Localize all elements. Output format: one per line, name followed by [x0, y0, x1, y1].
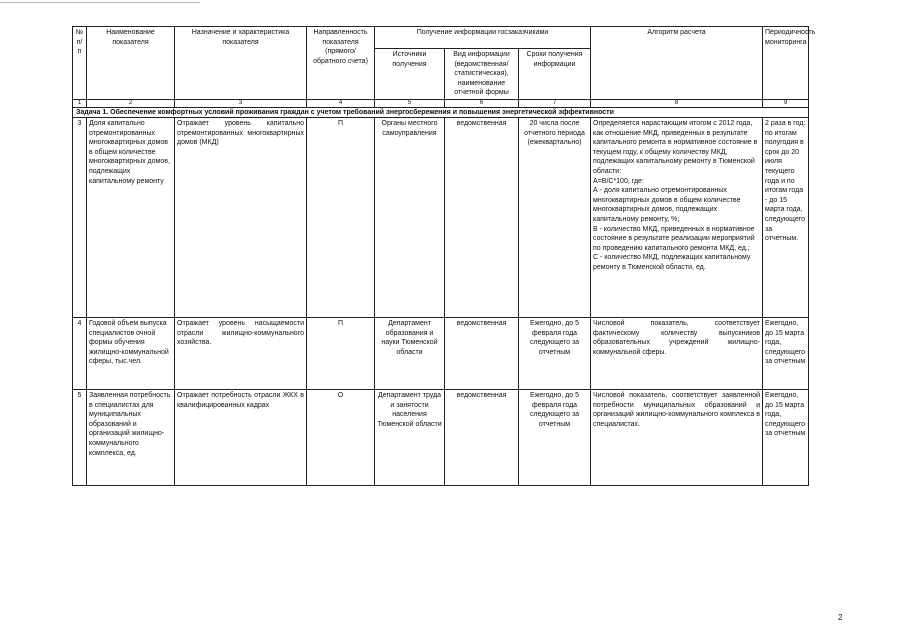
row-name: Доля капитально отремонтированных многоквартирных домов в общем количестве многоквартирных домов, подлежащих капитальному ремонту	[87, 117, 175, 317]
row-num: 5	[73, 389, 87, 485]
header-row-1	[73, 27, 809, 49]
column-number: 1	[73, 99, 87, 107]
row-purpose: Отражает потребность отрасли ЖКХ в квалифицированных кадрах	[175, 389, 307, 485]
column-number: 4	[307, 99, 375, 107]
column-number: 7	[519, 99, 591, 107]
column-number: 9	[763, 99, 809, 107]
row-algorithm: Числовой показатель, соответствует заявленной потребности муниципальных образований и организаций жилищно-коммунального комплекса в специалистах.	[591, 389, 763, 485]
row-name: Заявленная потребность в специалистах для муниципальных образований и организаций жилищно-коммунального комплекса, ед.	[87, 389, 175, 485]
header-deadlines: Сроки получения информации	[519, 49, 591, 100]
row-info-type: ведомственная	[445, 389, 519, 485]
header-algorithm: Алгоритм расчета	[591, 27, 763, 100]
row-name: Годовой объем выпуска специалистов очной формы обучения жилищно-коммунальной сферы, тыс.чел.	[87, 317, 175, 389]
header-direction: Направленность показателя (прямого/ обратного счета)	[307, 27, 375, 100]
row-direction: О	[307, 389, 375, 485]
row-source: Департамент образования и науки Тюменской области	[375, 317, 445, 389]
scan-top-line	[0, 2, 200, 3]
header-periodicity: Периодичность мониторинга	[763, 27, 809, 100]
row-periodicity: Ежегодно, до 15 марта года, следующего за отчетным	[763, 317, 809, 389]
header-purpose: Назначение и характеристика показателя	[175, 27, 307, 100]
page-number: 2	[838, 613, 843, 622]
row-deadline: 20 числа после отчетного периода (ежеквартально)	[519, 117, 591, 317]
task-title: Задача 1. Обеспечение комфортных условий проживания граждан с учетом требований энергосбережения и повышения энергетической эффективности	[73, 107, 809, 117]
header-num: № п/п	[73, 27, 87, 100]
row-periodicity: 2 раза в год: по итогам полугодия в срок до 20 июля текущего года и по итогам года - до 15 марта года, следующего за отчетным.	[763, 117, 809, 317]
row-deadline: Ежегодно, до 5 февраля года следующего за отчетным	[519, 317, 591, 389]
row-source: Департамент труда и занятости населения Тюменской области	[375, 389, 445, 485]
row-num: 3	[73, 117, 87, 317]
column-number: 5	[375, 99, 445, 107]
column-number-row	[73, 99, 809, 107]
row-algorithm: Числовой показатель, соответствует фактическому количеству выпускников образовательных учреждений жилищно-коммунальной сферы.	[591, 317, 763, 389]
row-source: Органы местного самоуправления	[375, 117, 445, 317]
header-info-group: Получение информации госзаказчиками	[375, 27, 591, 49]
table-row	[73, 117, 809, 317]
row-info-type: ведомственная	[445, 117, 519, 317]
row-direction: П	[307, 317, 375, 389]
row-purpose: Отражает уровень насыщаемости отрасли жилищно-коммунального хозяйства.	[175, 317, 307, 389]
column-number: 3	[175, 99, 307, 107]
column-number: 8	[591, 99, 763, 107]
row-periodicity: Ежегодно, до 15 марта года, следующего за отчетным	[763, 389, 809, 485]
task-row	[73, 107, 809, 117]
row-purpose: Отражает уровень капитально отремонтированных многоквартирных домов (МКД)	[175, 117, 307, 317]
row-direction: П	[307, 117, 375, 317]
header-name: Наименование показателя	[87, 27, 175, 100]
indicators-table	[72, 26, 816, 486]
header-info-type: Вид информации (ведомственная/ статистическая), наименование отчетной формы	[445, 49, 519, 100]
header-sources: Источники получения	[375, 49, 445, 100]
row-num: 4	[73, 317, 87, 389]
table-row	[73, 389, 809, 485]
table-row	[73, 317, 809, 389]
column-number: 6	[445, 99, 519, 107]
row-deadline: Ежегодно, до 5 февраля года следующего за отчетным	[519, 389, 591, 485]
column-number: 2	[87, 99, 175, 107]
row-algorithm: Определяется нарастающим итогом с 2012 года, как отношение МКД, приведенных в результате капитального ремонта в нормативное состояние в текущем году, к общему количеству МКД, подлежащих капитальному ремонту в Тюменской области: А=В/С*100, где: А - доля капитально отремонтированных многоквартирных домов в общем количестве многоквартирных домов, подлежащих капитальному ремонту, %; В - количество МКД, приведенных в нормативное состояние в результате реализации мероприятий по проведению капитального ремонта МКД, ед.; С - количество МКД, подлежащих капитальному ремонту в Тюменской области, ед.	[591, 117, 763, 317]
row-info-type: ведомственная	[445, 317, 519, 389]
